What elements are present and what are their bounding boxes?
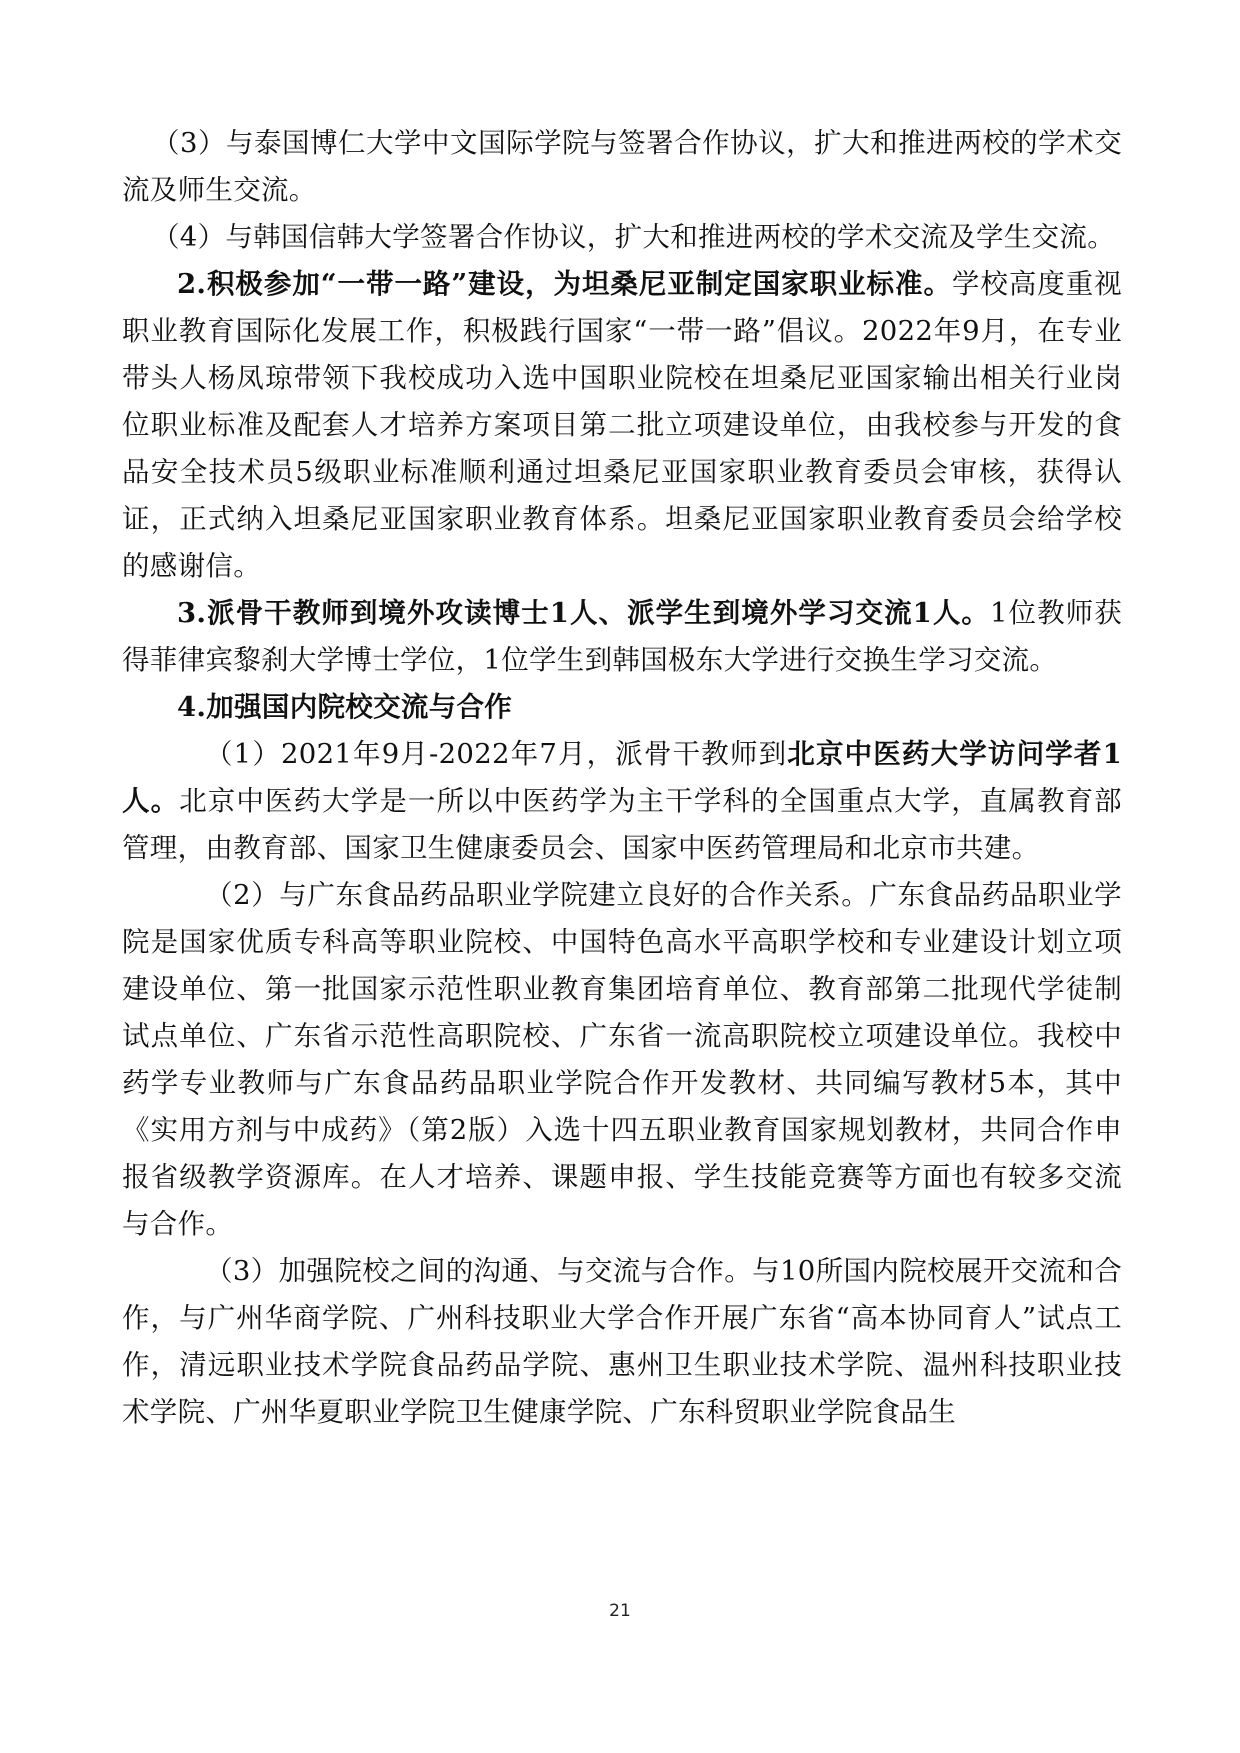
paragraph-text: 1位教师获得菲律宾黎刹大学博士学位，1位学生到韩国极东大学进行交换生学习交流。 — [122, 597, 1122, 676]
paragraph-guangdong-cooperation — [122, 872, 1122, 1248]
section-belt-and-road — [122, 261, 1122, 590]
paragraph-bold-phrase: 北京中医药大学访问学者1人。 — [122, 738, 1122, 817]
paragraph-beijing-visiting-scholar — [122, 731, 1122, 872]
paragraph-text: 学校高度重视职业教育国际化发展工作，积极践行国家“一带一路”倡议。2022年9月，在专业带头人杨凤琼带领下我校成功入选中国职业院校在坦桑尼亚国家输出相关行业岗位职业标准及配套人才培养方案项目第二批立项建设单位，由我校参与开发的食品安全技术员5级职业标准顺利通过坦桑尼亚国家职业教育委员会审核，获得认证，正式纳入坦桑尼亚国家职业教育体系。坦桑尼亚国家职业教育委员会给学校的感谢信。 — [122, 268, 1122, 582]
section-abroad-exchange — [122, 590, 1122, 684]
paragraph-korea-agreement — [122, 214, 1122, 261]
paragraph-text: （3）与泰国博仁大学中文国际学院与签署合作协议，扩大和推进两校的学术交流及师生交流。 — [122, 127, 1122, 206]
document-body — [122, 120, 1122, 1436]
section-domestic-cooperation — [122, 684, 1122, 731]
section-heading: 3.派骨干教师到境外攻读博士1人、派学生到境外学习交流1人。 — [177, 597, 990, 629]
paragraph-inter-college-exchange — [122, 1248, 1122, 1436]
section-heading: 4.加强国内院校交流与合作 — [177, 691, 513, 723]
section-heading: 2.积极参加“一带一路”建设，为坦桑尼亚制定国家职业标准。 — [177, 268, 952, 300]
paragraph-thailand-agreement — [122, 120, 1122, 214]
paragraph-text: （4）与韩国信韩大学签署合作协议，扩大和推进两校的学术交流及学生交流。 — [152, 221, 1115, 253]
paragraph-text: （2）与广东食品药品职业学院建立良好的合作关系。广东食品药品职业学院是国家优质专科高等职业院校、中国特色高水平高职学校和专业建设计划立项建设单位、第一批国家示范性职业教育集团培育单位、教育部第二批现代学徒制试点单位、广东省示范性高职院校、广东省一流高职院校立项建设单位。我校中药学专业教师与广东食品药品职业学院合作开发教材、共同编写教材5本，其中《实用方剂与中成药》（第2版）入选十四五职业教育国家规划教材，共同合作申报省级教学资源库。在人才培养、课题申报、学生技能竞赛等方面也有较多交流与合作。 — [122, 879, 1122, 1240]
page-number: 21 — [609, 1601, 631, 1621]
paragraph-text: （3）加强院校之间的沟通、与交流与合作。与10所国内院校展开交流和合作，与广州华商学院、广州科技职业大学合作开展广东省“高本协同育人”试点工作，清远职业技术学院食品药品学院、惠州卫生职业技术学院、温州科技职业技术学院、广州华夏职业学院卫生健康学院、广东科贸职业学院食品生 — [122, 1255, 1122, 1428]
paragraph-text: 北京中医药大学是一所以中医药学为主干学科的全国重点大学，直属教育部管理，由教育部、国家卫生健康委员会、国家中医药管理局和北京市共建。 — [122, 785, 1122, 864]
paragraph-prefix: （1）2021年9月-2022年7月，派骨干教师到 — [205, 738, 788, 770]
